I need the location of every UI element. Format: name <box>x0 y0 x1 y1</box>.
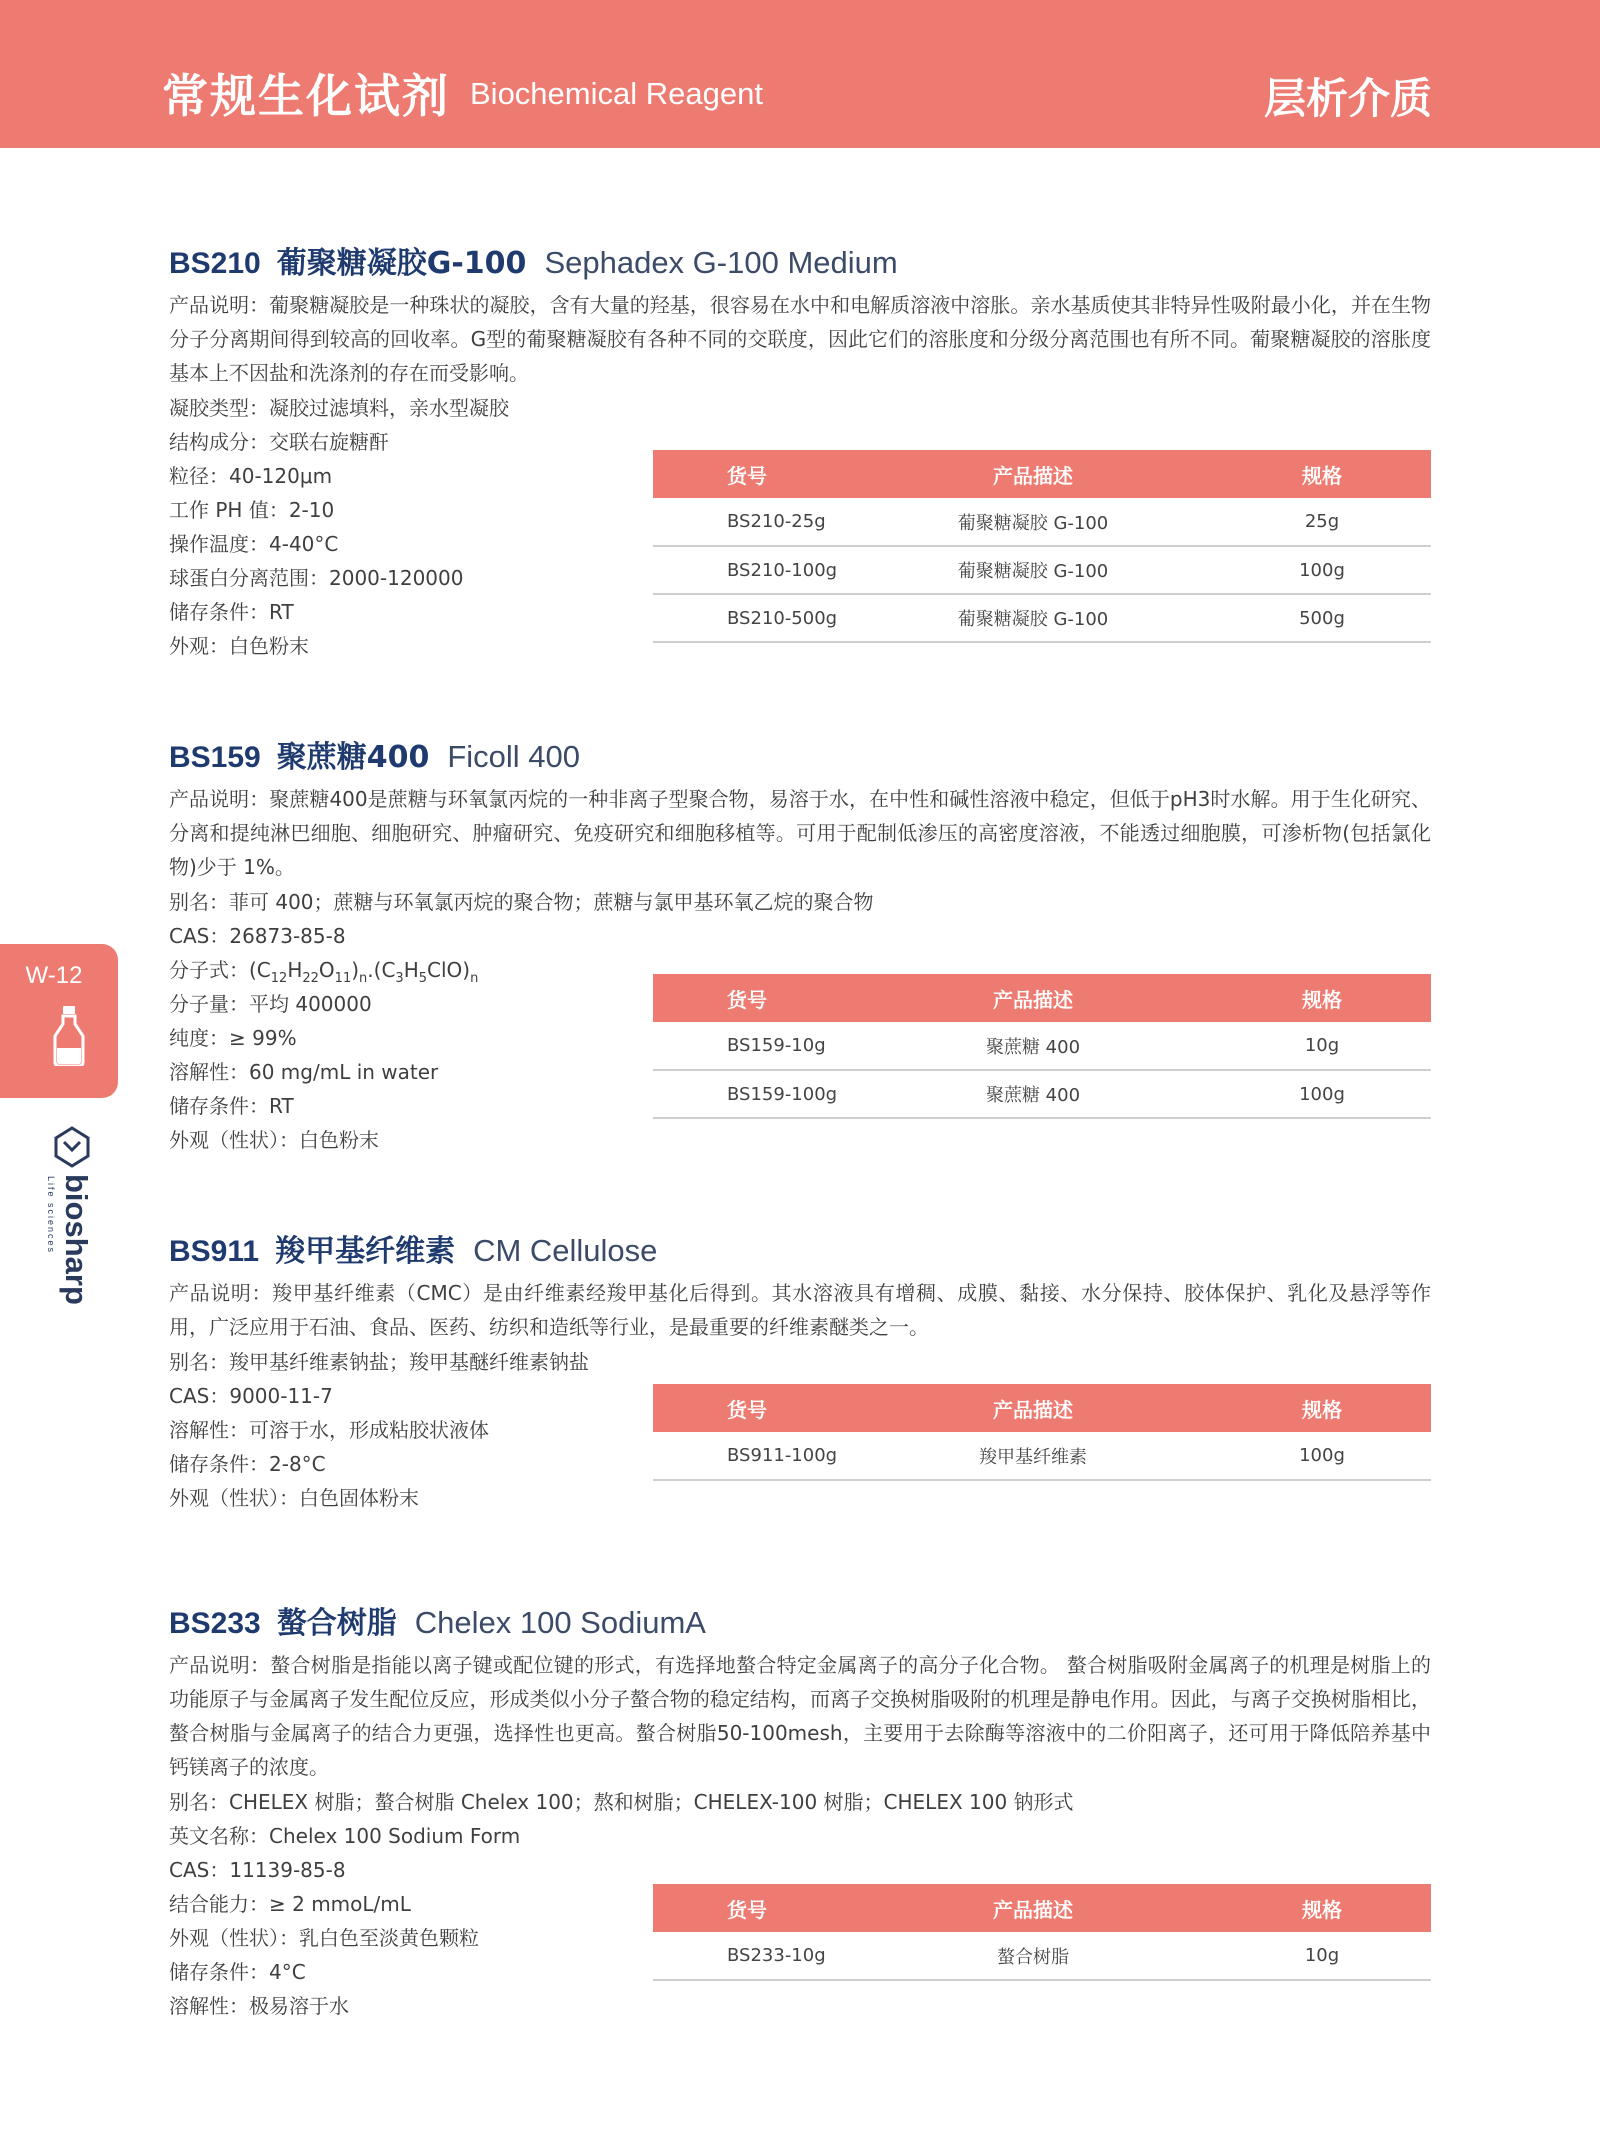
table-row <box>653 1022 1431 1070</box>
cell-code: BS210-500g <box>653 594 853 642</box>
page-number: W-12 <box>25 962 83 989</box>
property-gel-type: 凝胶类型：凝胶过滤填料，亲水型凝胶 <box>169 396 509 420</box>
product-description: 产品说明：螯合树脂是指能以离子键或配位键的形式，有选择地螯合特定金属离子的高分子化合物。 螯合树脂吸附金属离子的机理是树脂上的功能原子与金属离子发生配位反应，形成类似小分子螯合物的稳定结构，而离子交换树脂吸附的机理是静电作用。因此，与离子交换树脂相比，螯合树脂与金属离子的结合力更强，选择性也更高。螯合树脂50-100mesh，主要用于去除酶等溶液中的二价阳离子，还可用于降低陪养基中钙镁离子的浓度。 <box>169 1653 1431 1779</box>
logo-mark-icon <box>52 1126 92 1168</box>
col-header-spec: 规格 <box>1213 1884 1431 1932</box>
table-row <box>653 1432 1431 1480</box>
cell-code: BS210-25g <box>653 498 853 546</box>
property-storage: 储存条件：2-8°C <box>169 1452 326 1476</box>
property-temperature: 操作温度：4-40°C <box>169 532 339 556</box>
table-row <box>653 498 1431 546</box>
product-section-bs911 <box>169 1226 1431 1526</box>
property-english-name: 英文名称：Chelex 100 Sodium Form <box>169 1824 521 1848</box>
product-name-en: CM Cellulose <box>473 1233 658 1268</box>
cell-spec: 100g <box>1213 1432 1431 1480</box>
property-appearance: 外观（性状）：乳白色至淡黄色颗粒 <box>169 1926 479 1950</box>
col-header-spec: 规格 <box>1213 974 1431 1022</box>
table-header-row <box>653 450 1431 498</box>
property-storage: 储存条件：RT <box>169 1094 294 1118</box>
cell-spec: 100g <box>1213 1070 1431 1118</box>
product-section-bs210 <box>169 238 1431 668</box>
cell-code: BS233-10g <box>653 1932 853 1980</box>
product-section-bs159 <box>169 732 1431 1162</box>
table-row <box>653 546 1431 594</box>
cell-desc: 聚蔗糖 400 <box>853 1022 1213 1070</box>
property-storage: 储存条件：4°C <box>169 1960 306 1984</box>
product-table <box>653 974 1431 1119</box>
product-description: 产品说明：葡聚糖凝胶是一种珠状的凝胶，含有大量的羟基，很容易在水中和电解质溶液中溶胀。亲水基质使其非特异性吸附最小化，并在生物分子分离期间得到较高的回收率。G型的葡聚糖凝胶有各种不同的交联度，因此它们的溶胀度和分级分离范围也有所不同。葡聚糖凝胶的溶胀度基本上不因盐和洗涤剂的存在而受影响。 <box>169 293 1431 385</box>
table-header-row <box>653 1884 1431 1932</box>
product-description: 产品说明：聚蔗糖400是蔗糖与环氧氯丙烷的一种非离子型聚合物，易溶于水，在中性和碱性溶液中稳定，但低于pH3时水解。用于生化研究、分离和提纯淋巴细胞、细胞研究、肿瘤研究、免疫研究和细胞移植等。可用于配制低渗压的高密度溶液，不能透过细胞膜，可渗析物(包括氯化物)少于 1%。 <box>169 787 1431 879</box>
section-title <box>169 732 580 776</box>
product-name-cn: 螯合树脂 <box>276 1606 397 1641</box>
col-header-desc: 产品描述 <box>853 1884 1213 1932</box>
property-molecular-weight: 分子量：平均 400000 <box>169 992 372 1016</box>
property-cas: CAS：9000-11-7 <box>169 1384 333 1408</box>
cell-desc: 聚蔗糖 400 <box>853 1070 1213 1118</box>
cell-spec: 100g <box>1213 546 1431 594</box>
property-solubility: 溶解性：极易溶于水 <box>169 1994 349 2018</box>
product-code: BS159 <box>169 741 261 774</box>
cell-desc: 葡聚糖凝胶 G-100 <box>853 594 1213 642</box>
cell-desc: 羧甲基纤维素 <box>853 1432 1213 1480</box>
header-title-cn: 常规生化试剂 <box>162 69 450 123</box>
property-solubility: 溶解性：可溶于水，形成粘胶状液体 <box>169 1418 489 1442</box>
product-properties <box>169 391 629 663</box>
col-header-code: 货号 <box>653 974 853 1022</box>
logo-brand: biosharp <box>59 1174 94 1305</box>
bottle-icon <box>53 1006 85 1066</box>
product-name-en: Sephadex G-100 Medium <box>544 245 898 280</box>
cell-desc: 葡聚糖凝胶 G-100 <box>853 546 1213 594</box>
product-section-bs233 <box>169 1598 1431 2028</box>
product-code: BS233 <box>169 1607 261 1640</box>
property-composition: 结构成分：交联右旋糖酐 <box>169 430 389 454</box>
cell-spec: 25g <box>1213 498 1431 546</box>
property-ph: 工作 PH 值：2-10 <box>169 498 335 522</box>
col-header-code: 货号 <box>653 1884 853 1932</box>
property-particle-size: 粒径：40-120μm <box>169 464 333 488</box>
cell-code: BS210-100g <box>653 546 853 594</box>
product-table <box>653 450 1431 643</box>
property-alias: 别名：菲可 400；蔗糖与环氧氯丙烷的聚合物；蔗糖与氯甲基环氧乙烷的聚合物 <box>169 890 874 914</box>
product-name-en: Ficoll 400 <box>447 739 581 774</box>
table-header-row <box>653 1384 1431 1432</box>
property-alias: 别名：羧甲基纤维素钠盐；羧甲基醚纤维素钠盐 <box>169 1350 589 1374</box>
property-formula: 分子式：$(C_{12}H_{22}O_{11})_n.(C_3H_5ClO)_n$ <box>169 958 479 986</box>
cell-code: BS159-10g <box>653 1022 853 1070</box>
col-header-desc: 产品描述 <box>853 974 1213 1022</box>
table-row <box>653 594 1431 642</box>
side-page-tab <box>0 944 118 1098</box>
header-category: 层析介质 <box>1263 74 1432 123</box>
table-row <box>653 1932 1431 1980</box>
biosharp-logo <box>48 1126 94 1316</box>
col-header-code: 货号 <box>653 1384 853 1432</box>
cell-desc: 螯合树脂 <box>853 1932 1213 1980</box>
property-alias: 别名：CHELEX 树脂；螯合树脂 Chelex 100；熬和树脂；CHELEX-100 树脂；CHELEX 100 钠形式 <box>169 1790 1074 1814</box>
cell-spec: 500g <box>1213 594 1431 642</box>
property-cas: CAS：11139-85-8 <box>169 1858 346 1882</box>
page-header <box>0 0 1600 148</box>
col-header-spec: 规格 <box>1213 450 1431 498</box>
product-properties <box>169 1345 629 1515</box>
col-header-spec: 规格 <box>1213 1384 1431 1432</box>
table-header-row <box>653 974 1431 1022</box>
header-title-en: Biochemical Reagent <box>470 76 763 111</box>
cell-spec: 10g <box>1213 1022 1431 1070</box>
property-binding-capacity: 结合能力：≥ 2 mmoL/mL <box>169 1892 411 1916</box>
cell-desc: 葡聚糖凝胶 G-100 <box>853 498 1213 546</box>
section-title <box>169 238 898 282</box>
property-appearance: 外观（性状）：白色粉末 <box>169 1128 379 1152</box>
product-table <box>653 1384 1431 1481</box>
property-separation-range: 球蛋白分离范围：2000-120000 <box>169 566 464 590</box>
col-header-desc: 产品描述 <box>853 1384 1213 1432</box>
product-name-en: Chelex 100 SodiumA <box>414 1605 706 1640</box>
property-solubility: 溶解性：60 mg/mL in water <box>169 1060 439 1084</box>
cell-spec: 10g <box>1213 1932 1431 1980</box>
logo-tagline: Life sciences <box>46 1176 56 1255</box>
cell-code: BS159-100g <box>653 1070 853 1118</box>
property-storage: 储存条件：RT <box>169 600 294 624</box>
property-appearance: 外观（性状）：白色固体粉末 <box>169 1486 419 1510</box>
section-title <box>169 1598 706 1642</box>
col-header-code: 货号 <box>653 450 853 498</box>
product-table <box>653 1884 1431 1981</box>
product-code: BS911 <box>169 1235 260 1268</box>
table-row <box>653 1070 1431 1118</box>
product-code: BS210 <box>169 247 261 280</box>
product-name-cn: 葡聚糖凝胶G-100 <box>276 246 527 281</box>
property-appearance: 外观：白色粉末 <box>169 634 309 658</box>
property-cas: CAS：26873-85-8 <box>169 924 346 948</box>
property-purity: 纯度：≥ 99% <box>169 1026 297 1050</box>
col-header-desc: 产品描述 <box>853 450 1213 498</box>
section-title <box>169 1226 657 1270</box>
product-description: 产品说明：羧甲基纤维素（CMC）是由纤维素经羧甲基化后得到。其水溶液具有增稠、成膜、黏接、水分保持、胶体保护、乳化及悬浮等作用，广泛应用于石油、食品、医药、纺织和造纸等行业，是最重要的纤维素醚类之一。 <box>169 1281 1431 1339</box>
product-name-cn: 聚蔗糖400 <box>276 740 430 775</box>
cell-code: BS911-100g <box>653 1432 853 1480</box>
product-name-cn: 羧甲基纤维素 <box>275 1234 456 1269</box>
